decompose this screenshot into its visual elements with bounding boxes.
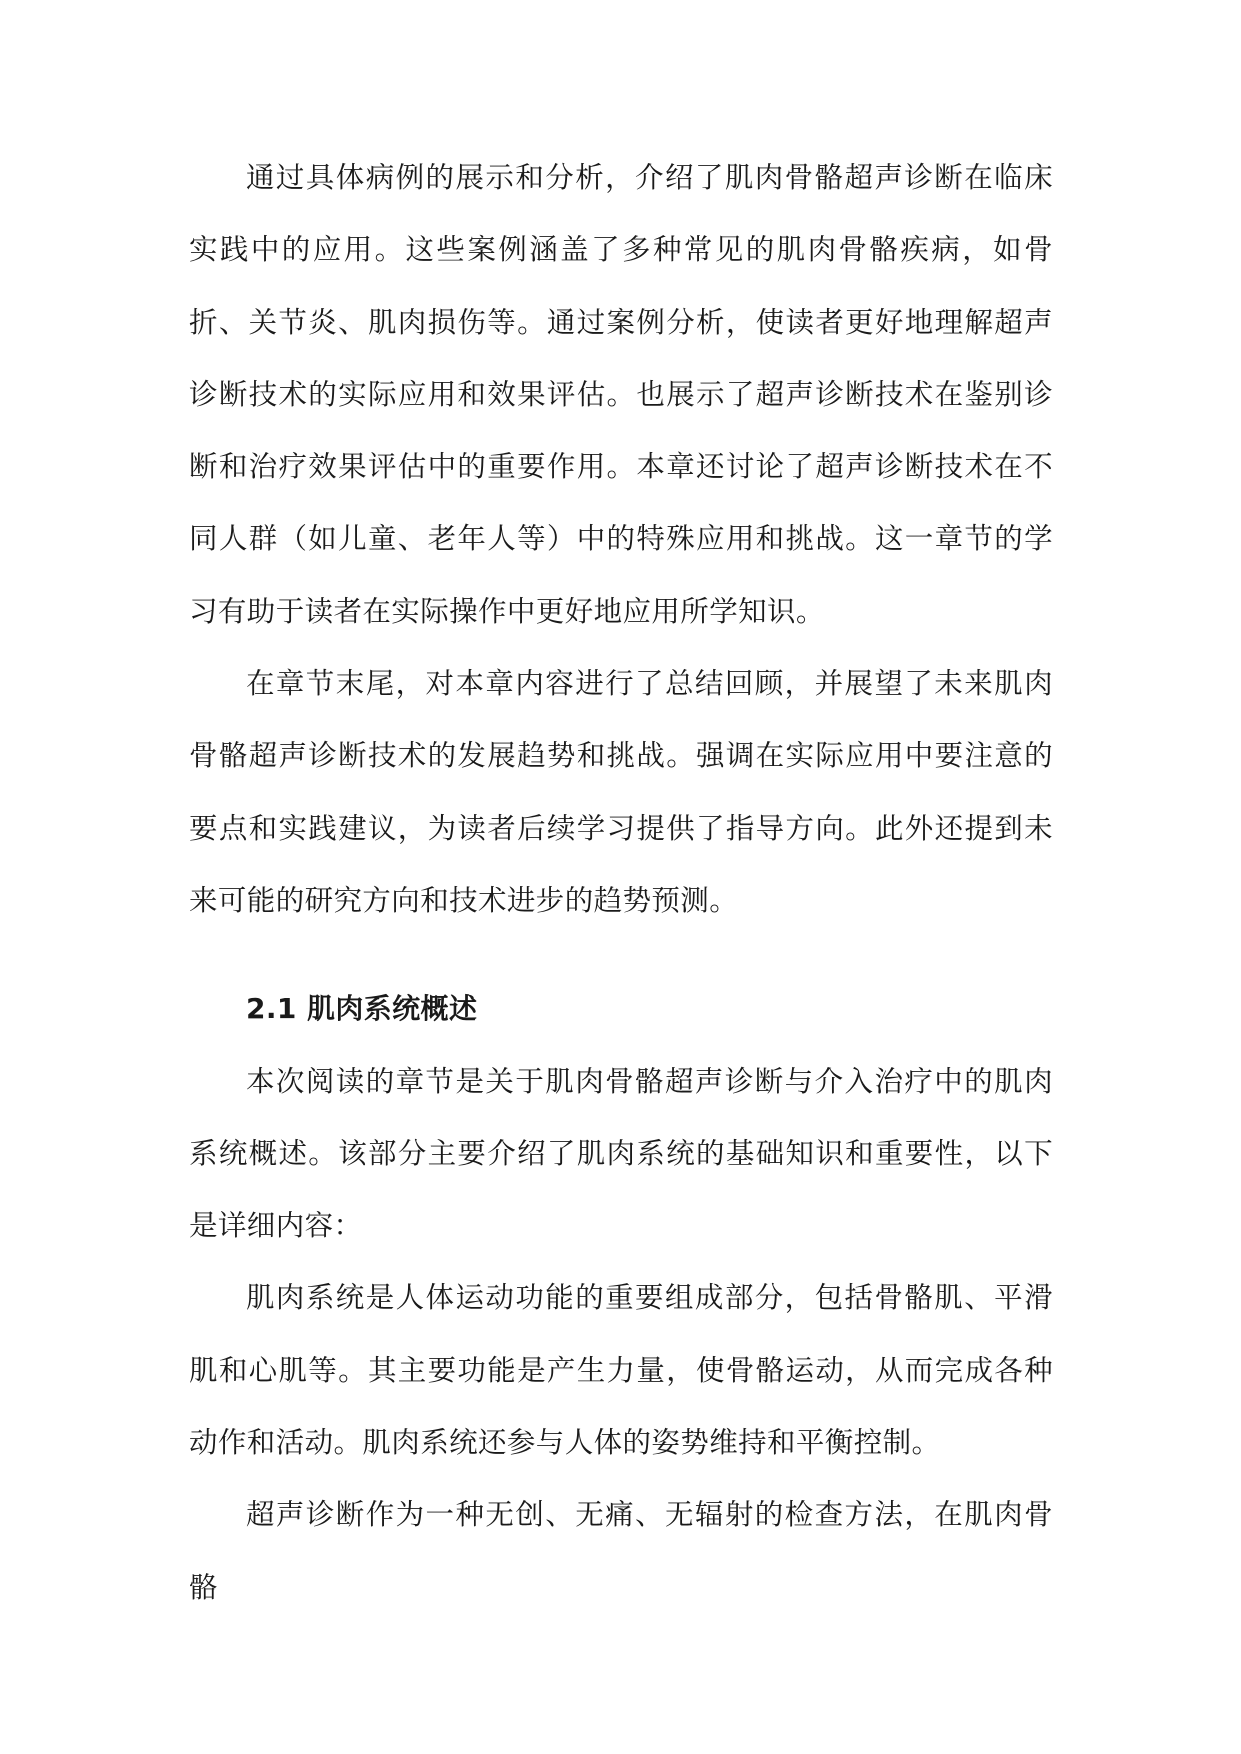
section-heading: 2.1 肌肉系统概述 [246,992,478,1026]
section-spacer [189,937,1053,973]
paragraph-ultrasound-diagnosis: 超声诊断作为一种无创、无痛、无辐射的检查方法，在肌肉骨骼 [189,1498,1053,1604]
document-body [189,142,1053,1624]
paragraph-section-intro: 本次阅读的章节是关于肌肉骨骼超声诊断与介入治疗中的肌肉系统概述。该部分主要介绍了肌肉系统的基础知识和重要性，以下是详细内容： [189,1064,1053,1243]
paragraph-case-studies: 通过具体病例的展示和分析，介绍了肌肉骨骼超声诊断在临床实践中的应用。这些案例涵盖了多种常见的肌肉骨骼疾病，如骨折、关节炎、肌肉损伤等。通过案例分析，使读者更好地理解超声诊断技术的实际应用和效果评估。也展示了超声诊断技术在鉴别诊断和治疗效果评估中的重要作用。本章还讨论了超声诊断技术在不同人群（如儿童、老年人等）中的特殊应用和挑战。这一章节的学习有助于读者在实际操作中更好地应用所学知识。 [189,161,1053,628]
paragraph-chapter-summary: 在章节末尾，对本章内容进行了总结回顾，并展望了未来肌肉骨骼超声诊断技术的发展趋势和挑战。强调在实际应用中要注意的要点和实践建议，为读者后续学习提供了指导方向。此外还提到未来可能的研究方向和技术进步的趋势预测。 [189,667,1053,917]
paragraph-muscle-system-function: 肌肉系统是人体运动功能的重要组成部分，包括骨骼肌、平滑肌和心肌等。其主要功能是产生力量，使骨骼运动，从而完成各种动作和活动。肌肉系统还参与人体的姿势维持和平衡控制。 [189,1281,1053,1460]
